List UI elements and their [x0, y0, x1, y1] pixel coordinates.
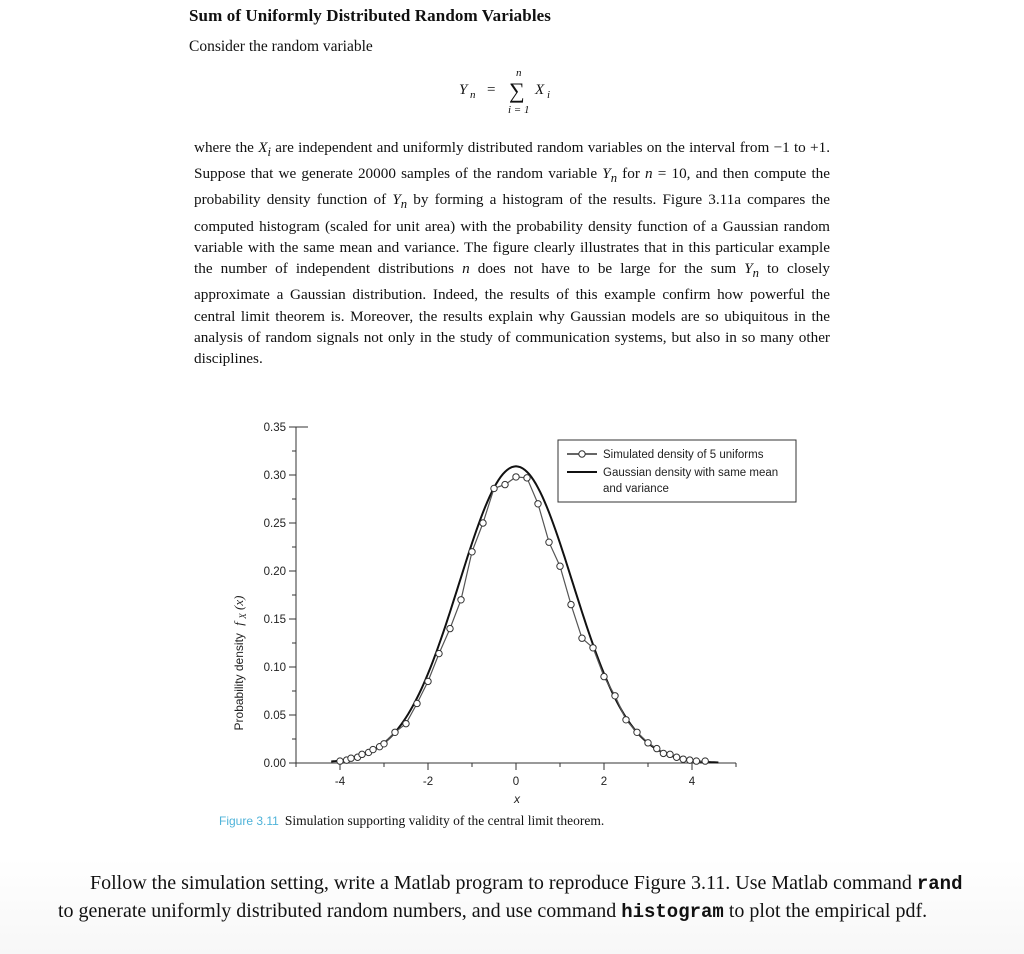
legend-marker-simulated — [579, 451, 585, 457]
simulated-point — [447, 625, 453, 631]
eq-sum-symbol: ∑ — [509, 78, 525, 103]
simulated-point — [590, 645, 596, 651]
clt-figure — [215, 405, 779, 810]
figure-caption-text: Simulation supporting validity of the central limit theorem. — [284, 813, 605, 828]
task-section — [0, 858, 1024, 954]
simulated-point — [348, 755, 354, 761]
legend-label-gaussian-line2: and variance — [603, 483, 669, 495]
x-tick-label: 2 — [600, 776, 608, 788]
simulated-point — [645, 740, 651, 746]
simulated-point — [513, 474, 519, 480]
simulated-point — [414, 700, 420, 706]
simulated-point — [381, 741, 387, 747]
simulated-point — [623, 717, 629, 723]
gaussian-series — [331, 466, 718, 762]
eq-term: X — [535, 82, 545, 98]
eq-equals: = — [487, 82, 496, 98]
y-tick-label: 0.15 — [263, 614, 286, 626]
x-axis-label: x — [514, 792, 520, 806]
simulated-point — [436, 650, 442, 656]
eq-upper-limit: n — [516, 67, 522, 79]
simulated-point — [425, 678, 431, 684]
intro-text: Consider the random variable — [189, 38, 373, 55]
simulated-point — [702, 758, 708, 764]
x-tick-label: -4 — [334, 776, 346, 788]
simulated-point — [654, 745, 660, 751]
figure-caption — [219, 813, 604, 829]
y-tick-label: 0.05 — [263, 710, 286, 722]
sum-equation — [455, 67, 585, 130]
simulated-point — [491, 485, 497, 491]
gaussian-curve — [331, 466, 718, 762]
figure-caption-label: Figure 3.11 — [219, 814, 279, 828]
legend — [558, 440, 796, 502]
legend-label-gaussian-line1: Gaussian density with same mean — [603, 467, 779, 479]
simulated-point — [579, 635, 585, 641]
simulated-point — [403, 720, 409, 726]
simulated-point — [392, 729, 398, 735]
simulated-line — [340, 477, 705, 761]
simulated-point — [557, 563, 563, 569]
y-tick-label: 0.10 — [263, 662, 286, 674]
simulated-point — [568, 601, 574, 607]
y-tick-label: 0.20 — [263, 566, 286, 578]
simulated-point — [634, 729, 640, 735]
simulated-point — [469, 549, 475, 555]
simulated-point — [601, 673, 607, 679]
y-tick-label: 0.35 — [263, 422, 286, 434]
eq-lhs-sub: n — [470, 89, 476, 101]
x-tick-label: -2 — [422, 776, 434, 788]
body-paragraph: where the $X_i$ are independent and uniformly distributed random variables on the interval from −1 to +1. Suppose that we generate 20000 samples of the random variable $Y_n$ for n = 10, and then compute the probability density function of $Y_n$ by forming a histogram of the results. Figure 3.11a compares the computed histogram (scaled for unit area) with the probability density function of a Gaussian random variable with the same mean and variance. The figure clearly illustrates that in this particular example the number of independent distributions n does not have to be large for the sum $Y_n$ to closely approximate a Gaussian distribution. Indeed, the results of this example confirm how powerful the central limit theorem is. Moreover, the results explain why Gaussian models are so ubiquitous in the analysis of random signals not only in the study of communication systems, but also in so many other disciplines. — [194, 139, 831, 367]
x-tick-label: 4 — [688, 776, 696, 788]
simulated-point — [480, 520, 486, 526]
y-tick-label: 0.00 — [263, 758, 286, 770]
y-axis-label: Probability density f $_X$ (x) — [231, 595, 248, 731]
simulated-point — [687, 757, 693, 763]
eq-term-sub: i — [547, 89, 551, 101]
simulated-point — [359, 751, 365, 757]
x-tick-label: 0 — [512, 776, 520, 788]
simulated-point — [502, 481, 508, 487]
simulated-point — [680, 756, 686, 762]
legend-label-simulated: Simulated density of 5 uniforms — [603, 449, 764, 461]
simulated-point — [667, 751, 673, 757]
simulated-point — [524, 475, 530, 481]
code-histogram: histogram — [621, 900, 724, 923]
simulated-point — [458, 597, 464, 603]
y-tick-label: 0.30 — [263, 470, 286, 482]
section-title: Sum of Uniformly Distributed Random Variables — [189, 6, 552, 25]
simulated-point — [660, 750, 666, 756]
task-instructions: Follow the simulation setting, write a Matlab program to reproduce Figure 3.11. Use Matlab command rand to generate uniformly distributed random numbers, and use command histogram to plot the empirical pdf. — [58, 872, 963, 923]
eq-lower-limit: i = 1 — [508, 104, 530, 116]
simulated-point — [546, 539, 552, 545]
code-rand: rand — [916, 873, 963, 895]
simulated-series — [337, 474, 709, 765]
simulated-point — [673, 754, 679, 760]
eq-lhs: Y — [459, 82, 468, 98]
simulated-point — [535, 501, 541, 507]
y-tick-label: 0.25 — [263, 518, 286, 530]
simulated-point — [612, 693, 618, 699]
simulated-point — [693, 758, 699, 764]
simulated-point — [337, 758, 343, 764]
simulated-point — [370, 746, 376, 752]
